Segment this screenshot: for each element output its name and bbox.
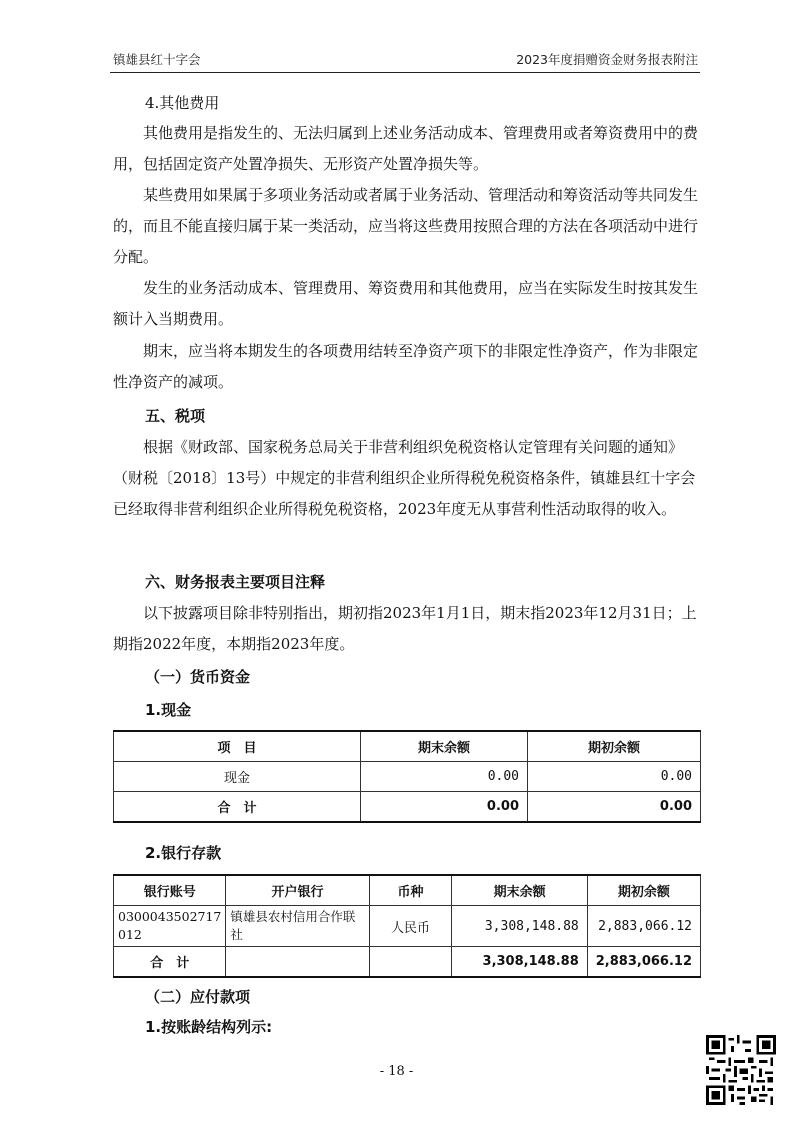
cash-total-label: 合 计 bbox=[114, 792, 361, 823]
section-tax-heading: 五、税项 bbox=[145, 407, 206, 425]
bank-total-begin: 2,883,066.12 bbox=[587, 947, 700, 978]
table-total-row bbox=[114, 947, 701, 978]
bank-row-bank bbox=[226, 906, 369, 947]
paragraph-period-definitions: 以下披露项目除非特别指出，期初指2023年1月1日，期末指2023年12月31日；上期指2022年度，本期指2023年度。 bbox=[113, 604, 697, 653]
paragraph-period-end-transfer: 期末，应当将本期发生的各项费用结转至净资产项下的非限定性净资产，作为非限定性净资产的减项。 bbox=[113, 342, 699, 391]
bank-total-end: 3,308,148.88 bbox=[452, 947, 587, 978]
bank-row-account bbox=[114, 906, 226, 947]
cash-header-end: 期末余额 bbox=[361, 731, 528, 762]
header-org-name: 镇雄县红十字会 bbox=[113, 52, 201, 67]
header-doc-title: 2023年度捐赠资金财务报表附注 bbox=[516, 52, 698, 67]
paragraph-expense-allocation: 某些费用如果属于多项业务活动或者属于业务活动、管理活动和筹资活动等共同发生的，而且不能直接归属于某一类活动，应当将这些费用按照合理的方法在各项活动中进行分配。 bbox=[113, 186, 699, 266]
bank-total-label: 合 计 bbox=[114, 947, 226, 978]
bank-header-bank: 开户银行 bbox=[226, 875, 369, 906]
cash-row-begin: 0.00 bbox=[528, 762, 701, 792]
bank-row-begin: 2,883,066.12 bbox=[587, 906, 700, 947]
subsection-payables: （二）应付款项 bbox=[145, 988, 251, 1006]
bank-header-end: 期末余额 bbox=[452, 875, 587, 906]
subsection-bank-deposits: 2.银行存款 bbox=[145, 844, 222, 862]
qr-code-icon bbox=[706, 1035, 776, 1105]
table-row bbox=[114, 906, 701, 947]
section-other-expenses-title: 4.其他费用 bbox=[145, 94, 220, 112]
page-number: - 18 - bbox=[379, 1064, 414, 1079]
subsection-aging-structure: 1.按账龄结构列示: bbox=[145, 1018, 273, 1036]
subsection-cash: 1.现金 bbox=[145, 701, 192, 719]
bank-deposit-table bbox=[113, 874, 701, 978]
table-row bbox=[114, 762, 701, 792]
bank-header-begin: 期初余额 bbox=[587, 875, 700, 906]
bank-row-bank-line2: 社 bbox=[230, 927, 243, 942]
cash-total-end: 0.00 bbox=[361, 792, 528, 823]
paragraph-other-expenses-def: 其他费用是指发生的、无法归属到上述业务活动成本、管理费用或者筹资费用中的费用，包括固定资产处置净损失、无形资产处置净损失等。 bbox=[113, 124, 699, 173]
bank-row-end: 3,308,148.88 bbox=[452, 906, 587, 947]
subsection-monetary-funds: （一）货币资金 bbox=[145, 668, 251, 686]
cash-row-end: 0.00 bbox=[361, 762, 528, 792]
bank-total-empty-currency bbox=[369, 947, 452, 978]
bank-row-account-line1: 0300043502717 bbox=[118, 909, 222, 924]
bank-row-currency: 人民币 bbox=[369, 906, 452, 947]
cash-header-begin: 期初余额 bbox=[528, 731, 701, 762]
bank-row-account-line2: 012 bbox=[118, 927, 142, 942]
cash-row-item: 现金 bbox=[114, 762, 361, 792]
paragraph-expense-recognition: 发生的业务活动成本、管理费用、筹资费用和其他费用，应当在实际发生时按其发生额计入当期费用。 bbox=[113, 279, 699, 328]
cash-table bbox=[113, 730, 701, 823]
section-notes-heading: 六、财务报表主要项目注释 bbox=[145, 573, 326, 591]
header-rule bbox=[110, 72, 700, 73]
cash-total-begin: 0.00 bbox=[528, 792, 701, 823]
bank-total-empty-bank bbox=[226, 947, 369, 978]
cash-header-item: 项 目 bbox=[114, 731, 361, 762]
bank-row-bank-line1: 镇雄县农村信用合作联 bbox=[230, 909, 356, 924]
bank-header-account: 银行账号 bbox=[114, 875, 226, 906]
bank-header-currency: 币种 bbox=[369, 875, 452, 906]
paragraph-tax-exemption: 根据《财政部、国家税务总局关于非营利组织免税资格认定管理有关问题的通知》（财税〔2018〕13号）中规定的非营利组织企业所得税免税资格条件，镇雄县红十字会已经取得非营利组织企业所得税免税资格，2023年度无从事营利性活动取得的收入。 bbox=[113, 438, 696, 518]
table-total-row bbox=[114, 792, 701, 823]
